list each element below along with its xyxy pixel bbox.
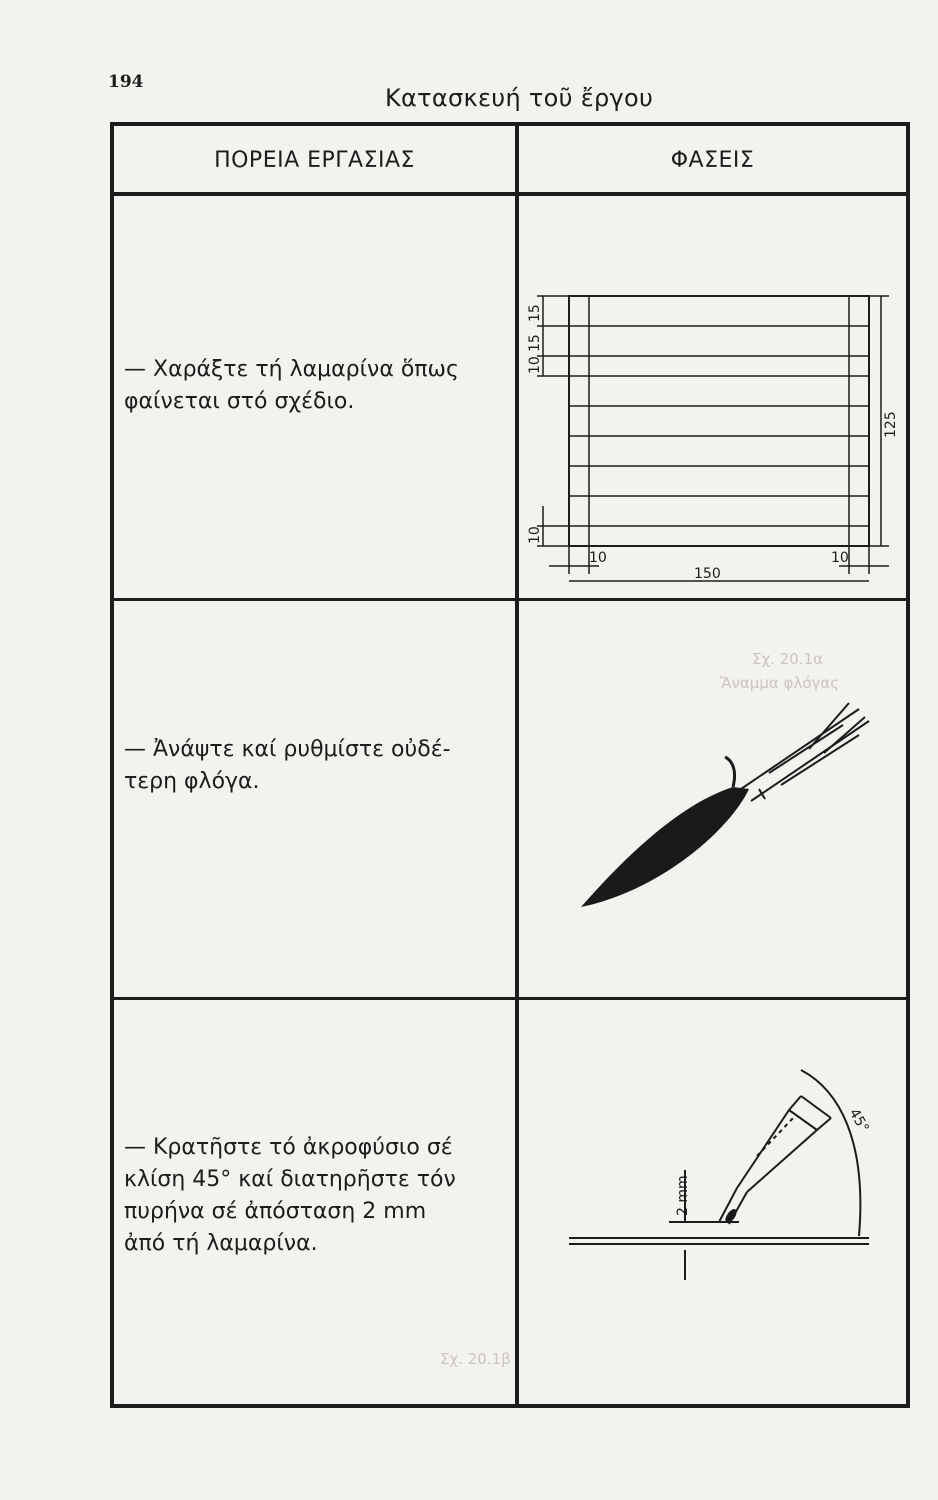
ghost-caption: Σχ. 20.1β xyxy=(440,1350,511,1368)
step-mark-sheet xyxy=(124,354,499,418)
step-line: — Κρατῆστε τό ἀκροφύσιο σέ xyxy=(124,1135,453,1160)
dim-10-b: 10 xyxy=(527,526,543,544)
step-line: ἀπό τή λαμαρίνα. xyxy=(124,1231,318,1256)
page-number: 194 xyxy=(108,72,144,92)
step-line: — Ἀνάψτε καί ρυθμίστε οὐδέ- xyxy=(124,737,451,762)
torch-icon xyxy=(741,703,869,801)
step-line: φαίνεται στό σχέδιο. xyxy=(124,389,355,414)
dim-10-a: 10 xyxy=(527,356,543,374)
work-procedure-table xyxy=(110,122,910,1408)
neutral-flame-drawing xyxy=(519,601,906,997)
dim-150: 150 xyxy=(694,566,721,582)
ghost-caption: Ἄναμμα φλόγας xyxy=(720,674,840,692)
dim-125: 125 xyxy=(883,411,899,438)
step-hold-nozzle xyxy=(124,1132,499,1260)
step-line: — Χαράξτε τή λαμαρίνα ὅπως xyxy=(124,357,459,382)
step-line: κλίση 45° καί διατηρῆστε τόν xyxy=(124,1167,456,1192)
column-header-phases: ΦΑΣΕΙΣ xyxy=(670,147,755,173)
dim-10-bottom-right: 10 xyxy=(831,550,849,566)
gap-label: 2 mm xyxy=(675,1175,691,1216)
sheet-marking-drawing xyxy=(519,196,906,598)
sheet-outline xyxy=(569,296,869,546)
dim-15-b: 15 xyxy=(527,334,543,352)
dim-15-a: 15 xyxy=(527,304,543,322)
running-head: Κατασκευή τοῦ ἔργου xyxy=(385,84,654,112)
step-line: πυρήνα σέ ἀπόσταση 2 mm xyxy=(124,1199,427,1224)
flame-shape xyxy=(581,787,749,907)
step-light-flame xyxy=(124,734,499,798)
angle-label: 45° xyxy=(845,1106,872,1136)
column-header-procedure: ΠΟΡΕΙΑ ΕΡΓΑΣΙΑΣ xyxy=(214,147,415,173)
angle-arc xyxy=(801,1070,860,1236)
dim-10-bottom-left: 10 xyxy=(589,550,607,566)
ghost-caption: Σχ. 20.1α xyxy=(752,650,823,668)
torch-angle-drawing xyxy=(519,1000,906,1406)
step-line: τερη φλόγα. xyxy=(124,769,260,794)
